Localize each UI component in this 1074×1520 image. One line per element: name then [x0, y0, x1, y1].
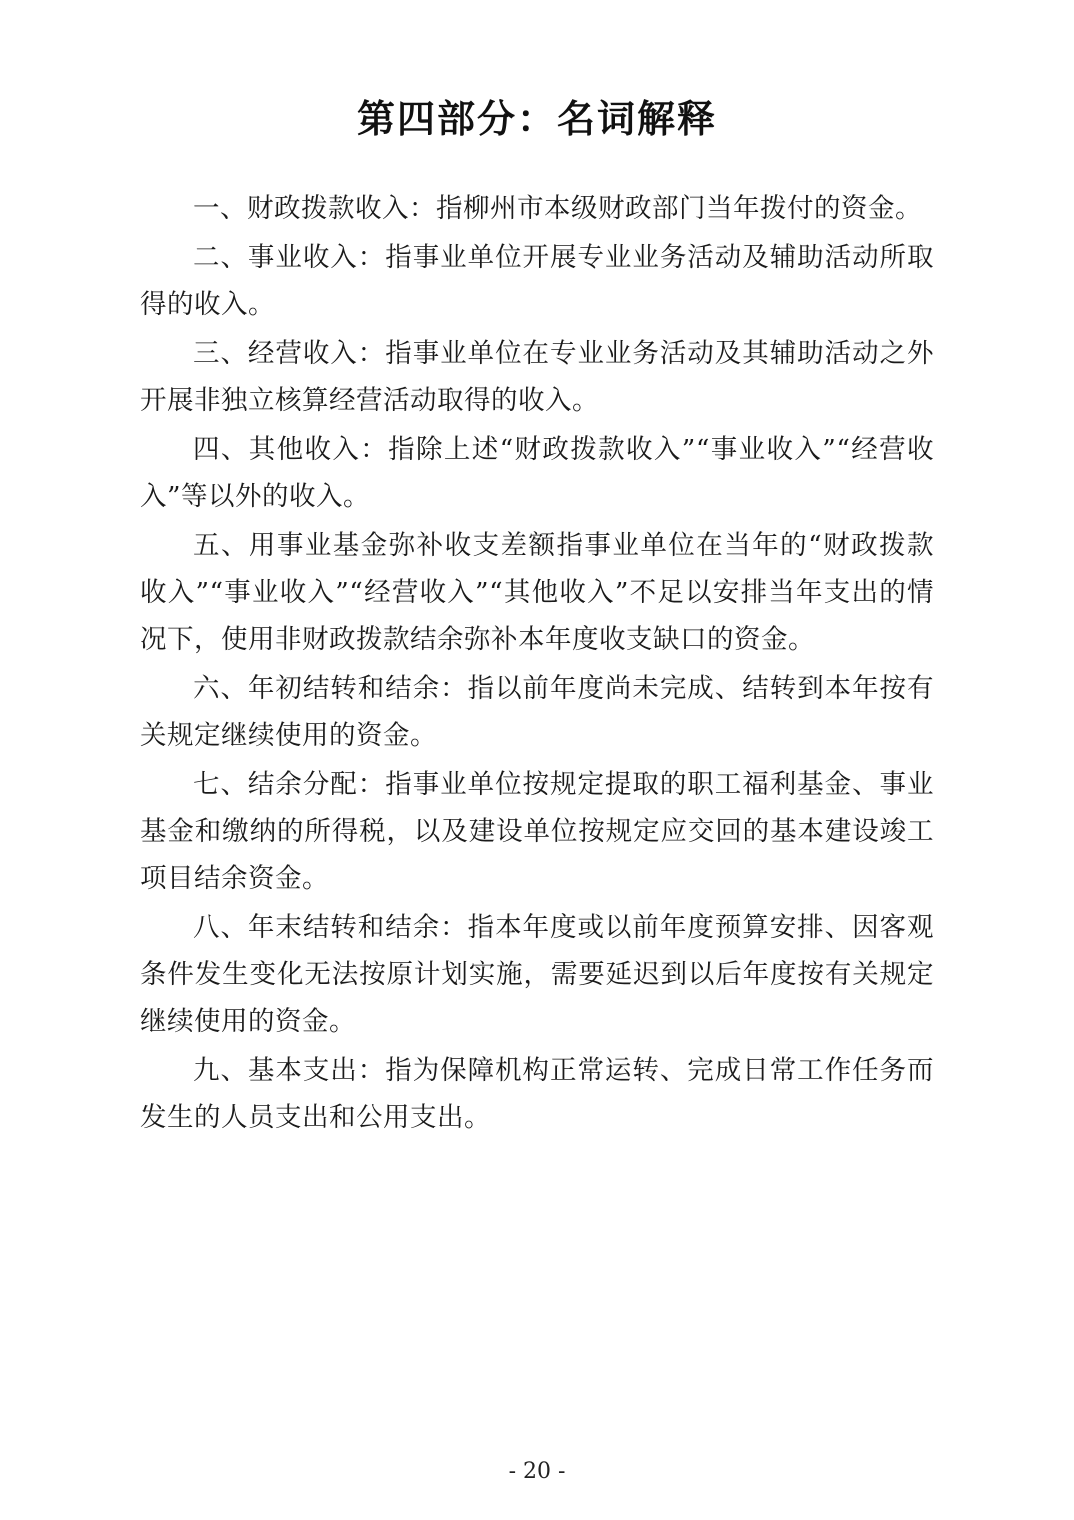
paragraph-6: 六、年初结转和结余：指以前年度尚未完成、结转到本年按有关规定继续使用的资金。 [140, 673, 934, 751]
paragraph-7: 七、结余分配：指事业单位按规定提取的职工福利基金、事业基金和缴纳的所得税，以及建设单位按规定应交回的基本建设竣工项目结余资金。 [140, 769, 934, 894]
paragraph-4: 四、其他收入：指除上述“财政拨款收入”“事业收入”“经营收入”等以外的收入。 [140, 434, 934, 512]
page-title: 第四部分：名词解释 [356, 99, 717, 141]
paragraph-2: 二、事业收入：指事业单位开展专业业务活动及辅助活动所取得的收入。 [140, 242, 934, 320]
paragraph-3: 三、经营收入：指事业单位在专业业务活动及其辅助活动之外开展非独立核算经营活动取得的收入。 [140, 338, 934, 416]
paragraph-1: 一、财政拨款收入：指柳州市本级财政部门当年拨付的资金。 [193, 193, 922, 224]
paragraph-5: 五、用事业基金弥补收支差额指事业单位在当年的“财政拨款收入”“事业收入”“经营收入”“其他收入”不足以安排当年支出的情况下，使用非财政拨款结余弥补本年度收支缺口的资金。 [140, 530, 934, 655]
page-number: - 20 - [508, 1459, 566, 1484]
paragraph-9: 九、基本支出：指为保障机构正常运转、完成日常工作任务而发生的人员支出和公用支出。 [140, 1055, 934, 1133]
paragraph-8: 八、年末结转和结余：指本年度或以前年度预算安排、因客观条件发生变化无法按原计划实施，需要延迟到以后年度按有关规定继续使用的资金。 [140, 912, 934, 1037]
